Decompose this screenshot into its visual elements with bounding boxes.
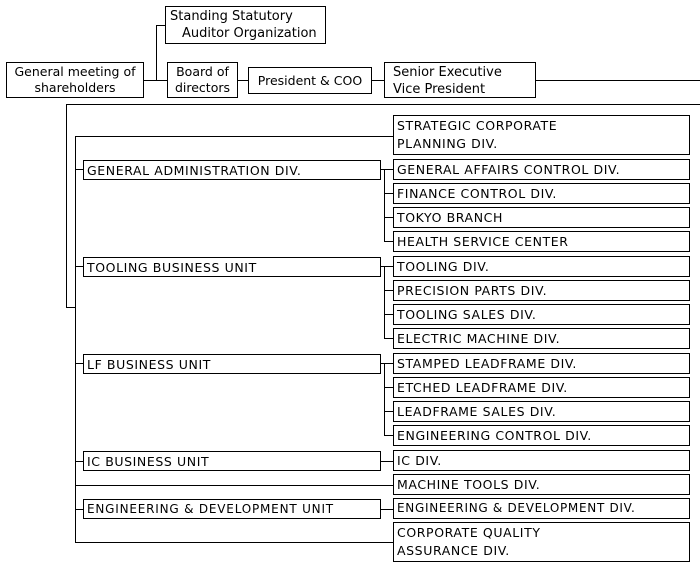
- connector: [384, 363, 385, 436]
- connector: [384, 241, 393, 242]
- connector: [384, 193, 393, 194]
- div-electric-machine: [393, 328, 690, 349]
- unit-ic-business: [83, 451, 381, 471]
- div-general-affairs: [393, 159, 690, 180]
- div-tooling-sales-label: TOOLING SALES DIV.: [397, 307, 537, 322]
- div-etched-leadframe: [393, 377, 690, 398]
- connector: [66, 104, 67, 308]
- auditor-label-line-2: Auditor Organization: [182, 26, 317, 41]
- svp-label-line-1: Senior Executive: [393, 65, 502, 80]
- div-engineering-control-label: ENGINEERING CONTROL DIV.: [397, 428, 592, 443]
- div-corporate-quality-line-1: CORPORATE QUALITY: [397, 525, 541, 540]
- div-corporate-quality-line-2: ASSURANCE DIV.: [397, 543, 510, 558]
- connector: [75, 461, 83, 462]
- div-tooling: [393, 256, 690, 277]
- svp-box: [384, 62, 536, 98]
- div-health-service-label: HEALTH SERVICE CENTER: [397, 234, 569, 249]
- connector: [75, 542, 393, 543]
- connector: [384, 435, 393, 436]
- svp-label-line-2: Vice President: [393, 82, 486, 97]
- div-electric-machine-label: ELECTRIC MACHINE DIV.: [397, 331, 561, 346]
- unit-ic-business-label: IC BUSINESS UNIT: [87, 454, 210, 469]
- connector: [75, 136, 76, 543]
- div-tokyo-branch-label: TOKYO BRANCH: [397, 210, 503, 225]
- connector: [66, 104, 700, 105]
- div-machine-tools-label: MACHINE TOOLS DIV.: [397, 477, 541, 492]
- div-ic-label: IC DIV.: [397, 453, 442, 468]
- div-corporate-quality: [393, 522, 690, 562]
- div-tokyo-branch: [393, 207, 690, 228]
- shareholders-label-line-1: General meeting of: [14, 64, 136, 79]
- connector: [381, 461, 393, 462]
- div-etched-leadframe-label: ETCHED LEADFRAME DIV.: [397, 380, 568, 395]
- connector: [384, 314, 393, 315]
- connector: [381, 363, 393, 364]
- board-label-line-2: directors: [174, 80, 231, 95]
- connector: [75, 363, 83, 364]
- div-leadframe-sales: [393, 401, 690, 422]
- unit-engineering-development: [83, 499, 381, 519]
- div-precision-parts-label: PRECISION PARTS DIV.: [397, 283, 548, 298]
- connector: [381, 169, 393, 170]
- connector: [384, 411, 393, 412]
- div-strategic-planning-line-1: STRATEGIC CORPORATE: [397, 118, 558, 133]
- shareholders-label-line-2: shareholders: [34, 80, 116, 95]
- div-stamped-leadframe-label: STAMPED LEADFRAME DIV.: [397, 356, 578, 371]
- connector: [384, 387, 393, 388]
- connector: [381, 509, 393, 510]
- president-box: [248, 67, 372, 94]
- div-machine-tools: [393, 474, 690, 495]
- div-tooling-sales: [393, 304, 690, 325]
- div-strategic-planning: [393, 115, 690, 155]
- connector: [156, 25, 157, 81]
- div-general-affairs-label: GENERAL AFFAIRS CONTROL DIV.: [397, 162, 621, 177]
- connector: [384, 338, 393, 339]
- board-label-line-1: Board of: [176, 64, 229, 79]
- connector: [384, 217, 393, 218]
- connector: [75, 169, 83, 170]
- div-finance-control-label: FINANCE CONTROL DIV.: [397, 186, 557, 201]
- div-engineering-development-label: ENGINEERING & DEVELOPMENT DIV.: [397, 501, 636, 515]
- div-engineering-control: [393, 425, 690, 446]
- div-strategic-planning-line-2: PLANNING DIV.: [397, 136, 498, 151]
- auditor-label-line-1: Standing Statutory: [170, 9, 293, 24]
- shareholders-box: [6, 62, 144, 98]
- div-stamped-leadframe: [393, 353, 690, 374]
- connector: [381, 266, 393, 267]
- unit-lf-business-label: LF BUSINESS UNIT: [87, 357, 211, 372]
- connector: [75, 485, 393, 486]
- div-health-service: [393, 231, 690, 252]
- connector: [75, 136, 393, 137]
- connector: [384, 290, 393, 291]
- unit-tooling-business-label: TOOLING BUSINESS UNIT: [87, 260, 257, 275]
- div-ic: [393, 450, 690, 471]
- auditor-box: [165, 6, 326, 44]
- unit-lf-business: [83, 354, 381, 374]
- unit-general-administration-label: GENERAL ADMINISTRATION DIV.: [87, 163, 302, 178]
- board-box: [167, 62, 238, 98]
- connector: [536, 80, 700, 81]
- connector: [384, 169, 385, 242]
- unit-general-administration: [83, 160, 381, 180]
- connector: [372, 80, 384, 81]
- div-finance-control: [393, 183, 690, 204]
- div-tooling-label: TOOLING DIV.: [397, 259, 490, 274]
- connector: [75, 509, 83, 510]
- div-precision-parts: [393, 280, 690, 301]
- div-engineering-development: [393, 498, 690, 519]
- connector: [384, 266, 385, 339]
- president-label: President & COO: [257, 73, 363, 88]
- unit-tooling-business: [83, 257, 381, 277]
- unit-engineering-development-label: ENGINEERING & DEVELOPMENT UNIT: [87, 502, 334, 516]
- connector: [238, 80, 248, 81]
- connector: [75, 266, 83, 267]
- div-leadframe-sales-label: LEADFRAME SALES DIV.: [397, 404, 557, 419]
